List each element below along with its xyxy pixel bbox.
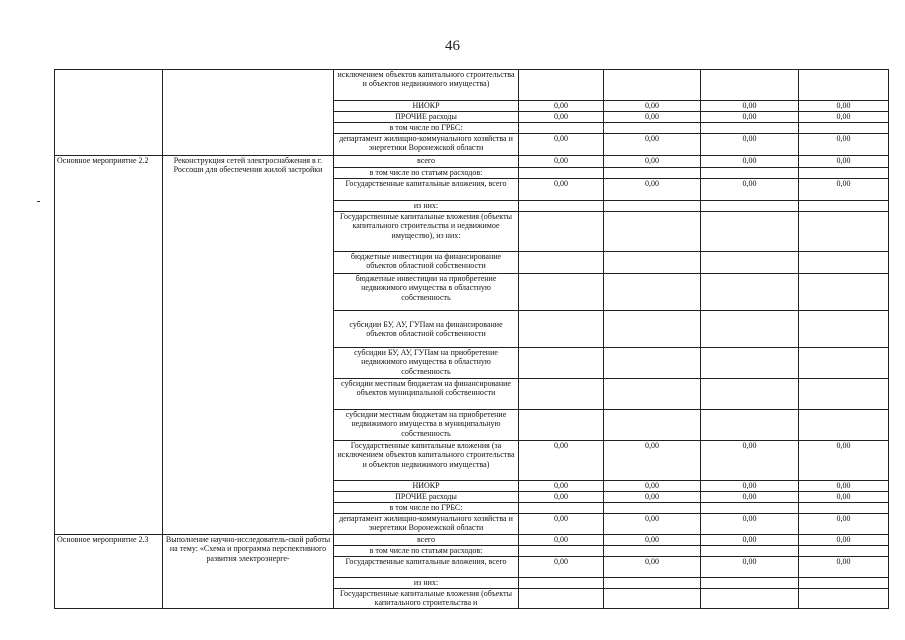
value-cell: 0,00 <box>519 156 604 168</box>
value-cell: 0,00 <box>799 134 889 156</box>
expense-item-cell: всего <box>334 156 519 168</box>
measure-cell <box>55 70 163 156</box>
value-cell: 0,00 <box>519 101 604 112</box>
expense-item-cell: из них: <box>334 201 519 212</box>
value-cell <box>701 212 799 252</box>
value-cell: 0,00 <box>799 492 889 503</box>
value-cell: 0,00 <box>799 514 889 535</box>
value-cell <box>701 589 799 609</box>
value-cell: 0,00 <box>604 156 701 168</box>
expense-item-cell: ПРОЧИЕ расходы <box>334 112 519 123</box>
value-cell <box>701 379 799 410</box>
expense-item-cell: НИОКР <box>334 481 519 492</box>
value-cell: 0,00 <box>799 535 889 546</box>
value-cell <box>799 348 889 379</box>
value-cell <box>519 348 604 379</box>
value-cell <box>799 123 889 134</box>
value-cell <box>519 578 604 589</box>
expense-item-cell: субсидии БУ, АУ, ГУПам на приобретение недвижимого имущества в областную собственность <box>334 348 519 379</box>
value-cell <box>701 348 799 379</box>
value-cell <box>799 578 889 589</box>
value-cell: 0,00 <box>701 134 799 156</box>
table-row <box>55 535 889 546</box>
value-cell <box>799 274 889 311</box>
value-cell <box>604 410 701 441</box>
value-cell: 0,00 <box>799 179 889 201</box>
value-cell <box>604 348 701 379</box>
expense-item-cell: бюджетные инвестиции на финансирование объектов областной собственности <box>334 252 519 274</box>
expense-item-cell: департамент жилищно-коммунального хозяйства и энергетики Воронежской области <box>334 134 519 156</box>
value-cell <box>799 379 889 410</box>
value-cell: 0,00 <box>701 481 799 492</box>
expense-item-cell: из них: <box>334 578 519 589</box>
value-cell <box>519 546 604 557</box>
measure-description-cell <box>163 70 334 156</box>
value-cell <box>799 503 889 514</box>
value-cell: 0,00 <box>701 514 799 535</box>
scan-artifact-mark <box>37 201 40 202</box>
value-cell: 0,00 <box>519 112 604 123</box>
value-cell <box>701 578 799 589</box>
value-cell <box>519 212 604 252</box>
expense-item-cell: в том числе по статьям расходов: <box>334 168 519 179</box>
value-cell <box>799 70 889 101</box>
value-cell <box>604 379 701 410</box>
value-cell <box>701 410 799 441</box>
value-cell <box>519 274 604 311</box>
value-cell <box>519 201 604 212</box>
value-cell: 0,00 <box>701 179 799 201</box>
value-cell <box>604 201 701 212</box>
value-cell: 0,00 <box>604 441 701 481</box>
value-cell: 0,00 <box>519 134 604 156</box>
value-cell <box>519 503 604 514</box>
value-cell <box>701 123 799 134</box>
value-cell <box>799 168 889 179</box>
value-cell: 0,00 <box>701 441 799 481</box>
value-cell: 0,00 <box>604 179 701 201</box>
expense-item-cell: субсидии местным бюджетам на финансирование объектов муниципальной собственности <box>334 379 519 410</box>
value-cell <box>701 311 799 348</box>
expense-item-cell: Государственные капитальные вложения, всего <box>334 179 519 201</box>
value-cell <box>799 589 889 609</box>
value-cell <box>604 503 701 514</box>
value-cell: 0,00 <box>604 101 701 112</box>
expense-item-cell: субсидии местным бюджетам на приобретение недвижимого имущества в муниципальную собственность <box>334 410 519 441</box>
value-cell <box>519 410 604 441</box>
value-cell: 0,00 <box>604 112 701 123</box>
value-cell <box>799 201 889 212</box>
value-cell: 0,00 <box>604 535 701 546</box>
value-cell <box>701 201 799 212</box>
value-cell <box>604 70 701 101</box>
value-cell <box>604 578 701 589</box>
value-cell <box>701 168 799 179</box>
value-cell: 0,00 <box>604 514 701 535</box>
value-cell: 0,00 <box>519 514 604 535</box>
table-row <box>55 70 889 101</box>
expense-item-cell: в том числе по статьям расходов: <box>334 546 519 557</box>
value-cell <box>519 70 604 101</box>
value-cell: 0,00 <box>604 492 701 503</box>
value-cell <box>799 212 889 252</box>
expense-item-cell: Государственные капитальные вложения (объекты капитального строительства и недвижимое имущество), из них: <box>334 212 519 252</box>
expense-item-cell: в том числе по ГРБС: <box>334 123 519 134</box>
value-cell <box>701 70 799 101</box>
measure-cell: Основное мероприятие 2.2 <box>55 156 163 535</box>
value-cell <box>604 212 701 252</box>
value-cell: 0,00 <box>701 156 799 168</box>
expense-item-cell: исключением объектов капитального строительства и объектов недвижимого имущества) <box>334 70 519 101</box>
value-cell <box>519 168 604 179</box>
value-cell <box>799 410 889 441</box>
value-cell: 0,00 <box>799 481 889 492</box>
value-cell: 0,00 <box>519 481 604 492</box>
value-cell: 0,00 <box>519 492 604 503</box>
value-cell: 0,00 <box>799 156 889 168</box>
value-cell: 0,00 <box>799 112 889 123</box>
expense-item-cell: ПРОЧИЕ расходы <box>334 492 519 503</box>
value-cell <box>519 123 604 134</box>
value-cell: 0,00 <box>701 535 799 546</box>
value-cell <box>604 589 701 609</box>
value-cell <box>604 546 701 557</box>
expense-item-cell: Государственные капитальные вложения (объекты капитального строительства и <box>334 589 519 609</box>
expense-item-cell: субсидии БУ, АУ, ГУПам на финансирование объектов областной собственности <box>334 311 519 348</box>
value-cell <box>519 589 604 609</box>
value-cell: 0,00 <box>604 481 701 492</box>
value-cell <box>799 311 889 348</box>
value-cell <box>604 123 701 134</box>
expense-item-cell: НИОКР <box>334 101 519 112</box>
value-cell: 0,00 <box>519 535 604 546</box>
measure-description-cell: Реконструкция сетей электроснабжения в г. Россоши для обеспечения жилой застройки <box>163 156 334 535</box>
expense-item-cell: бюджетные инвестиции на приобретение недвижимого имущества в областную собственность <box>334 274 519 311</box>
value-cell: 0,00 <box>799 557 889 578</box>
table-row <box>55 156 889 168</box>
measure-cell: Основное мероприятие 2.3 <box>55 535 163 609</box>
value-cell <box>701 274 799 311</box>
value-cell <box>701 252 799 274</box>
expense-item-cell: департамент жилищно-коммунального хозяйства и энергетики Воронежской области <box>334 514 519 535</box>
value-cell <box>799 546 889 557</box>
measure-description-cell: Выполнение научно-исследователь-ской работы на тему: «Схема и программа перспективного развития электроэнерге- <box>163 535 334 609</box>
value-cell <box>604 311 701 348</box>
expense-item-cell: всего <box>334 535 519 546</box>
value-cell <box>701 503 799 514</box>
expenditure-table <box>54 69 889 609</box>
value-cell <box>519 379 604 410</box>
value-cell: 0,00 <box>799 101 889 112</box>
expense-item-cell: Государственные капитальные вложения (за исключением объектов капитального строительства и объектов недвижимого имущества) <box>334 441 519 481</box>
value-cell: 0,00 <box>701 492 799 503</box>
value-cell: 0,00 <box>519 441 604 481</box>
value-cell <box>604 274 701 311</box>
value-cell: 0,00 <box>519 557 604 578</box>
value-cell <box>701 546 799 557</box>
value-cell: 0,00 <box>604 557 701 578</box>
value-cell: 0,00 <box>604 134 701 156</box>
value-cell <box>604 168 701 179</box>
value-cell <box>799 252 889 274</box>
value-cell: 0,00 <box>519 179 604 201</box>
expense-item-cell: Государственные капитальные вложения, всего <box>334 557 519 578</box>
value-cell <box>519 311 604 348</box>
expense-item-cell: в том числе по ГРБС: <box>334 503 519 514</box>
page-number: 46 <box>445 38 460 54</box>
value-cell <box>604 252 701 274</box>
value-cell: 0,00 <box>799 441 889 481</box>
value-cell <box>519 252 604 274</box>
value-cell: 0,00 <box>701 101 799 112</box>
value-cell: 0,00 <box>701 112 799 123</box>
value-cell: 0,00 <box>701 557 799 578</box>
